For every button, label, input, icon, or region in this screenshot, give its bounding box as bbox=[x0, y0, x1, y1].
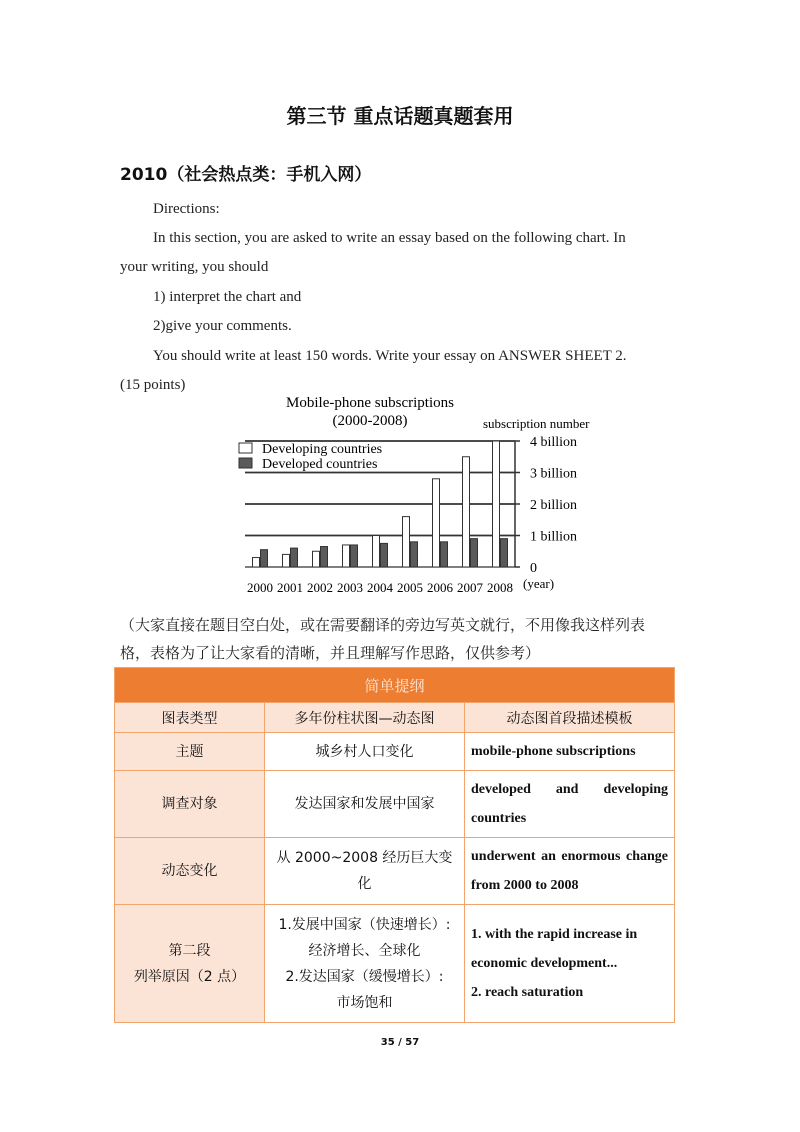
table-cell-en: 动态图首段描述模板 bbox=[465, 703, 675, 733]
reason-en-line: economic development... bbox=[471, 956, 618, 971]
outline-table bbox=[114, 667, 675, 1023]
subscriptions-chart bbox=[225, 388, 590, 598]
reason-en-line: 2. reach saturation bbox=[471, 985, 584, 1000]
table-cell-en bbox=[465, 905, 675, 1023]
x-tick-label: 2007 bbox=[457, 580, 483, 595]
bar-developed bbox=[411, 542, 418, 567]
legend-label-developed: Developed countries bbox=[262, 457, 378, 472]
y-tick-label: 3 billion bbox=[530, 466, 578, 482]
reason-en-line: 1. with the rapid increase in bbox=[471, 927, 638, 942]
y-tick-label: 4 billion bbox=[530, 435, 578, 450]
table-cell-label: 调查对象 bbox=[115, 771, 265, 838]
instruction-line: You should write at least 150 words. Write your essay on ANSWER SHEET 2. bbox=[153, 348, 627, 364]
note-line: 格，表格为了让大家看的清晰，并且理解写作思路，仅供参考） bbox=[120, 644, 541, 662]
table-cell-label: 主题 bbox=[115, 733, 265, 771]
bar-developed bbox=[501, 539, 508, 567]
bar-developed bbox=[291, 548, 298, 567]
table-cell-en: developed and developing countries bbox=[465, 771, 675, 838]
bar-developing bbox=[313, 551, 320, 567]
table-cell-label: 动态变化 bbox=[115, 838, 265, 905]
reason-cn-line: 市场饱和 bbox=[336, 994, 393, 1011]
instruction-item: 1) interpret the chart and bbox=[153, 289, 302, 305]
table-cell-en: mobile-phone subscriptions bbox=[465, 733, 675, 771]
chart-y-label: subscription number bbox=[483, 416, 590, 431]
reasons-label: 第二段 bbox=[168, 942, 211, 959]
bar-developing bbox=[373, 536, 380, 568]
table-cell-cn: 城乡村人口变化 bbox=[265, 733, 465, 771]
x-tick-label: 2000 bbox=[247, 580, 273, 595]
bar-developing bbox=[403, 517, 410, 567]
y-tick-label: 2 billion bbox=[530, 498, 578, 513]
table-cell-cn bbox=[265, 905, 465, 1023]
table-cell-label bbox=[115, 905, 265, 1023]
bar-developed bbox=[351, 545, 358, 567]
y-tick-label: 1 billion bbox=[530, 529, 578, 545]
bar-developing bbox=[283, 554, 290, 567]
section-heading: 2010（社会热点类：手机入网） bbox=[120, 165, 372, 185]
table-cell-en: underwent an enormous change from 2000 to 2008 bbox=[465, 838, 675, 905]
legend-label-developing: Developing countries bbox=[262, 442, 383, 457]
reasons-sublabel: 列举原因（2 点） bbox=[133, 968, 246, 985]
reason-cn-line: 1.发展中国家（快速增长）: bbox=[278, 916, 451, 933]
instruction-item: 2)give your comments. bbox=[153, 318, 292, 334]
table-cell-label: 图表类型 bbox=[115, 703, 265, 733]
instruction-line: In this section, you are asked to write an essay based on the following chart. In bbox=[153, 230, 626, 246]
table-cell-cn: 发达国家和发展中国家 bbox=[265, 771, 465, 838]
y-tick-label: 0 bbox=[530, 561, 537, 576]
bar-developed bbox=[381, 543, 388, 567]
bar-developed bbox=[321, 547, 328, 567]
x-axis-suffix: (year) bbox=[523, 576, 555, 591]
table-cell-cn: 多年份柱状图—动态图 bbox=[265, 703, 465, 733]
points-label: (15 points) bbox=[120, 377, 186, 393]
instruction-line: your writing, you should bbox=[120, 259, 269, 275]
bar-developing bbox=[343, 545, 350, 567]
chart-subtitle: (2000-2008) bbox=[332, 413, 408, 429]
x-tick-label: 2005 bbox=[397, 580, 423, 595]
chart-title: Mobile-phone subscriptions bbox=[286, 395, 454, 411]
bar-developing bbox=[493, 441, 500, 567]
reason-cn-line: 2.发达国家（缓慢增长）: bbox=[285, 968, 444, 985]
bar-developing bbox=[463, 457, 470, 567]
x-tick-label: 2002 bbox=[307, 580, 333, 595]
bar-developed bbox=[471, 539, 478, 567]
page-title: 第三节 重点话题真题套用 bbox=[286, 104, 514, 128]
directions-label: Directions: bbox=[153, 201, 220, 217]
legend-swatch-developing bbox=[239, 443, 252, 453]
x-tick-label: 2004 bbox=[367, 580, 393, 595]
outline-title: 简单提纲 bbox=[115, 668, 675, 703]
note-line: （大家直接在题目空白处，或在需要翻译的旁边写英文就行，不用像我这样列表 bbox=[120, 616, 646, 634]
page-number: 35 / 57 bbox=[380, 1037, 420, 1048]
bar-developed bbox=[261, 550, 268, 567]
bar-developed bbox=[441, 542, 448, 567]
legend-swatch-developed bbox=[239, 458, 252, 468]
reason-cn-line: 经济增长、全球化 bbox=[308, 942, 421, 959]
x-tick-label: 2006 bbox=[427, 580, 453, 595]
x-tick-label: 2003 bbox=[337, 580, 363, 595]
table-cell-cn: 从 2000~2008 经历巨大变化 bbox=[265, 838, 465, 905]
x-tick-label: 2001 bbox=[277, 580, 303, 595]
x-tick-label: 2008 bbox=[487, 580, 513, 595]
bar-developing bbox=[433, 479, 440, 567]
bar-developing bbox=[253, 558, 260, 567]
